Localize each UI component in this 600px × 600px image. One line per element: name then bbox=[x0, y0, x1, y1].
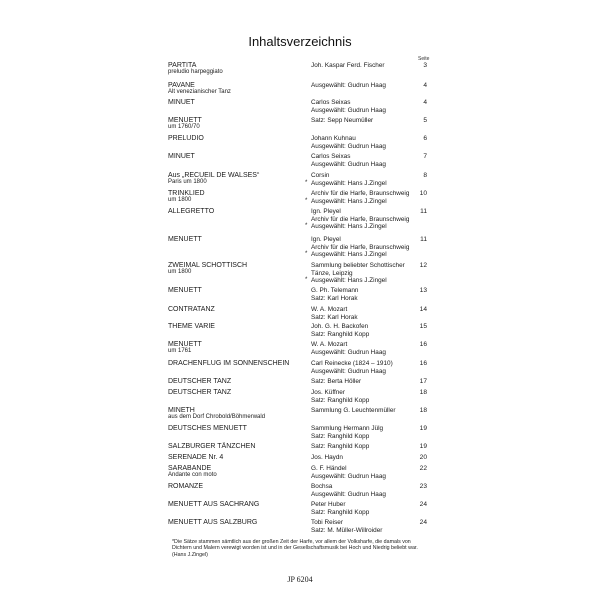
toc-entry bbox=[0, 262, 600, 282]
entry-title: MINUET bbox=[168, 99, 195, 106]
entry-credit: Ausgewählt: Gudrun Haag bbox=[311, 490, 386, 498]
entry-page-number: 14 bbox=[419, 306, 427, 313]
toc-entry bbox=[0, 465, 600, 485]
entry-title: SERENADE Nr. 4 bbox=[168, 454, 224, 461]
entry-credit: Ausgewählt: Gudrun Haag bbox=[311, 348, 386, 356]
toc-entry bbox=[0, 135, 600, 155]
entry-credit: Archiv für die Harfe, Braunschweig bbox=[311, 215, 410, 223]
footnote-asterisk: * bbox=[305, 251, 308, 257]
entry-page-number: 10 bbox=[419, 190, 427, 197]
entry-page-number: 12 bbox=[419, 262, 427, 269]
entry-composer: Tobi Reiser bbox=[311, 519, 343, 526]
entry-title: DEUTSCHER TANZ bbox=[168, 389, 232, 396]
entry-credit: Ausgewählt: Gudrun Haag bbox=[311, 367, 386, 375]
entry-page-number: 4 bbox=[423, 99, 427, 106]
entry-composer: Ign. Pleyel bbox=[311, 236, 341, 243]
toc-entry bbox=[0, 117, 600, 137]
toc-entry bbox=[0, 172, 600, 192]
entry-composer: Sammlung G. Leuchtenmüller bbox=[311, 407, 396, 414]
entry-page-number: 7 bbox=[423, 153, 427, 160]
entry-page-number: 5 bbox=[423, 117, 427, 124]
toc-entry bbox=[0, 425, 600, 445]
toc-entry bbox=[0, 236, 600, 256]
entry-credit-2: Ausgewählt: Hans J.Zingel bbox=[311, 251, 387, 258]
toc-entry bbox=[0, 99, 600, 119]
entry-composer: Carlos Seixas bbox=[311, 99, 351, 106]
entry-title: DEUTSCHER TANZ bbox=[168, 378, 232, 385]
entry-page-number: 22 bbox=[419, 465, 427, 472]
entry-page-number: 18 bbox=[419, 407, 427, 414]
footnote-asterisk: * bbox=[305, 277, 308, 283]
entry-page-number: 16 bbox=[419, 341, 427, 348]
entry-composer: Joh. Kaspar Ferd. Fischer bbox=[311, 62, 385, 69]
footnote-asterisk: * bbox=[305, 179, 308, 186]
entry-credit: Tänze, Leipzig bbox=[311, 269, 353, 277]
entry-title: ZWEIMAL SCHOTTISCH bbox=[168, 262, 248, 269]
entry-credit: Satz: M. Müller-Willroider bbox=[311, 526, 383, 534]
entry-subtitle: um 1800 bbox=[168, 197, 192, 203]
entry-title: ROMANZE bbox=[168, 483, 203, 490]
toc-entry bbox=[0, 389, 600, 409]
toc-entry bbox=[0, 501, 600, 521]
entry-composer: W. A. Mozart bbox=[311, 341, 348, 348]
entry-composer: Jos. Küffner bbox=[311, 389, 345, 396]
entry-composer: Ign. Pleyel bbox=[311, 208, 341, 215]
entry-page-number: 24 bbox=[419, 501, 427, 508]
entry-credit: Satz: Karl Horak bbox=[311, 294, 358, 302]
entry-title: PRELUDIO bbox=[168, 135, 204, 142]
entry-composer: Carl Reinecke (1824 – 1910) bbox=[311, 360, 393, 367]
entry-composer: Johann Kuhnau bbox=[311, 135, 356, 142]
entry-credit: Ausgewählt: Hans J.Zingel bbox=[311, 197, 387, 205]
entry-title: MENUETT AUS SACHRANG bbox=[168, 501, 260, 508]
entry-title: MENUETT bbox=[168, 341, 202, 348]
entry-page-number: 3 bbox=[423, 62, 427, 69]
entry-composer: Peter Huber bbox=[311, 501, 346, 508]
entry-title: PARTITA bbox=[168, 62, 197, 69]
entry-composer: G. F. Händel bbox=[311, 465, 347, 472]
entry-composer: Carlos Seixas bbox=[311, 153, 351, 160]
entry-title: DRACHENFLUG IM SONNENSCHEIN bbox=[168, 360, 290, 367]
entry-composer: Satz: Berta Höller bbox=[311, 378, 362, 385]
entry-title: SALZBURGER TÄNZCHEN bbox=[168, 443, 256, 450]
toc-entry bbox=[0, 190, 600, 210]
toc-entry bbox=[0, 153, 600, 173]
entry-title: SARABANDE bbox=[168, 465, 212, 472]
entry-composer: Bochsa bbox=[311, 483, 333, 490]
toc-entry bbox=[0, 519, 600, 539]
entry-title: MENUETT AUS SALZBURG bbox=[168, 519, 258, 526]
entry-credit: Ausgewählt: Gudrun Haag bbox=[311, 160, 386, 168]
entry-credit: Satz: Ranghild Kopp bbox=[311, 432, 370, 440]
entry-composer: Satz: Sepp Neumüller bbox=[311, 117, 374, 124]
entry-credit: Ausgewählt: Gudrun Haag bbox=[311, 472, 386, 480]
toc-entry bbox=[0, 323, 600, 343]
entry-title: PAVANE bbox=[168, 82, 195, 89]
entry-title: ALLEGRETTO bbox=[168, 208, 215, 215]
entry-page-number: 19 bbox=[419, 443, 427, 450]
entry-page-number: 23 bbox=[419, 483, 427, 490]
footnote: *Die Sätze stammen sämtlich aus der großen Zeit der Harfe, vor allem der Volksharfe, die damals von Dichtern und Malern verewigt worden ist und in der Gesellschaftsmusik bei Hoch und Niedrig beliebt war. (Hans J.Zingel) bbox=[172, 539, 418, 558]
entry-title: TRINKLIED bbox=[168, 190, 205, 197]
toc-entry bbox=[0, 62, 600, 82]
entry-title: THEME VARIE bbox=[168, 323, 215, 330]
entry-page-number: 4 bbox=[423, 82, 427, 89]
toc-entry bbox=[0, 208, 600, 228]
entry-credit: Satz: Karl Horak bbox=[311, 313, 358, 321]
entry-credit-2: Ausgewählt: Hans J.Zingel bbox=[311, 223, 387, 230]
entry-page-number: 19 bbox=[419, 425, 427, 432]
entry-page-number: 11 bbox=[420, 208, 427, 215]
entry-subtitle: um 1760/70 bbox=[168, 124, 200, 130]
entry-composer: Sammlung Hermann Jülg bbox=[311, 425, 384, 432]
entry-composer: Ausgewählt: Gudrun Haag bbox=[311, 82, 386, 89]
entry-subtitle: Alt venezianischer Tanz bbox=[168, 89, 231, 95]
entry-subtitle: Andante con moto bbox=[168, 472, 217, 478]
entry-title: MENUETT bbox=[168, 287, 202, 294]
entry-composer: Satz: Ranghild Kopp bbox=[311, 443, 370, 450]
toc-entry bbox=[0, 287, 600, 307]
entry-credit: Satz: Ranghild Kopp bbox=[311, 396, 370, 404]
entry-page-number: 16 bbox=[419, 360, 427, 367]
entry-title: MENUETT bbox=[168, 236, 202, 243]
entry-credit: Ausgewählt: Gudrun Haag bbox=[311, 142, 386, 150]
entry-composer: Joh. G. H. Backofen bbox=[311, 323, 369, 330]
page-column-header: Seite bbox=[418, 56, 430, 62]
entry-composer: Archiv für die Harfe, Braunschweig bbox=[311, 190, 410, 197]
entry-page-number: 17 bbox=[419, 378, 427, 385]
entry-title: Aus „RECUEIL DE WALSES“ bbox=[168, 172, 260, 179]
entry-subtitle: um 1800 bbox=[168, 269, 192, 275]
entry-subtitle: preludio harpeggiato bbox=[168, 69, 223, 75]
footnote-asterisk: * bbox=[305, 223, 308, 229]
entry-page-number: 18 bbox=[419, 389, 427, 396]
entry-title: CONTRATANZ bbox=[168, 306, 215, 313]
entry-title: DEUTSCHES MENUETT bbox=[168, 425, 247, 432]
entry-page-number: 20 bbox=[419, 454, 427, 461]
entry-composer: G. Ph. Telemann bbox=[311, 287, 359, 294]
toc-entry bbox=[0, 483, 600, 503]
entry-title: MINUET bbox=[168, 153, 195, 160]
footnote-asterisk: * bbox=[305, 197, 308, 204]
toc-entry bbox=[0, 360, 600, 380]
entry-subtitle: um 1761 bbox=[168, 348, 192, 354]
entry-composer: Corsin bbox=[311, 172, 330, 179]
entry-title: MINETH bbox=[168, 407, 195, 414]
entry-composer: W. A. Mozart bbox=[311, 306, 348, 313]
entry-composer: Sammlung beliebter Schottischer bbox=[311, 262, 405, 269]
entry-page-number: 15 bbox=[419, 323, 427, 330]
entry-credit: Ausgewählt: Hans J.Zingel bbox=[311, 179, 387, 187]
catalog-code: JP 6204 bbox=[287, 575, 313, 584]
entry-subtitle: Paris um 1800 bbox=[168, 179, 207, 185]
toc-entry bbox=[0, 407, 600, 427]
entry-title: MENUETT bbox=[168, 117, 202, 124]
entry-credit: Ausgewählt: Gudrun Haag bbox=[311, 106, 386, 114]
toc-entry bbox=[0, 341, 600, 361]
entry-page-number: 13 bbox=[419, 287, 427, 294]
entry-page-number: 8 bbox=[423, 172, 427, 179]
entry-credit: Archiv für die Harfe, Braunschweig bbox=[311, 243, 410, 251]
entry-credit-2: Ausgewählt: Hans J.Zingel bbox=[311, 277, 387, 284]
page-title: Inhaltsverzeichnis bbox=[248, 34, 352, 49]
entry-page-number: 24 bbox=[419, 519, 427, 526]
entry-composer: Jos. Haydn bbox=[311, 454, 343, 461]
entry-credit: Satz: Ranghild Kopp bbox=[311, 330, 370, 338]
entry-page-number: 11 bbox=[420, 236, 427, 243]
entry-credit: Satz: Ranghild Kopp bbox=[311, 508, 370, 516]
entry-page-number: 6 bbox=[423, 135, 427, 142]
entry-subtitle: aus dem Dorf Chrobold/Böhmerwald bbox=[168, 414, 266, 420]
